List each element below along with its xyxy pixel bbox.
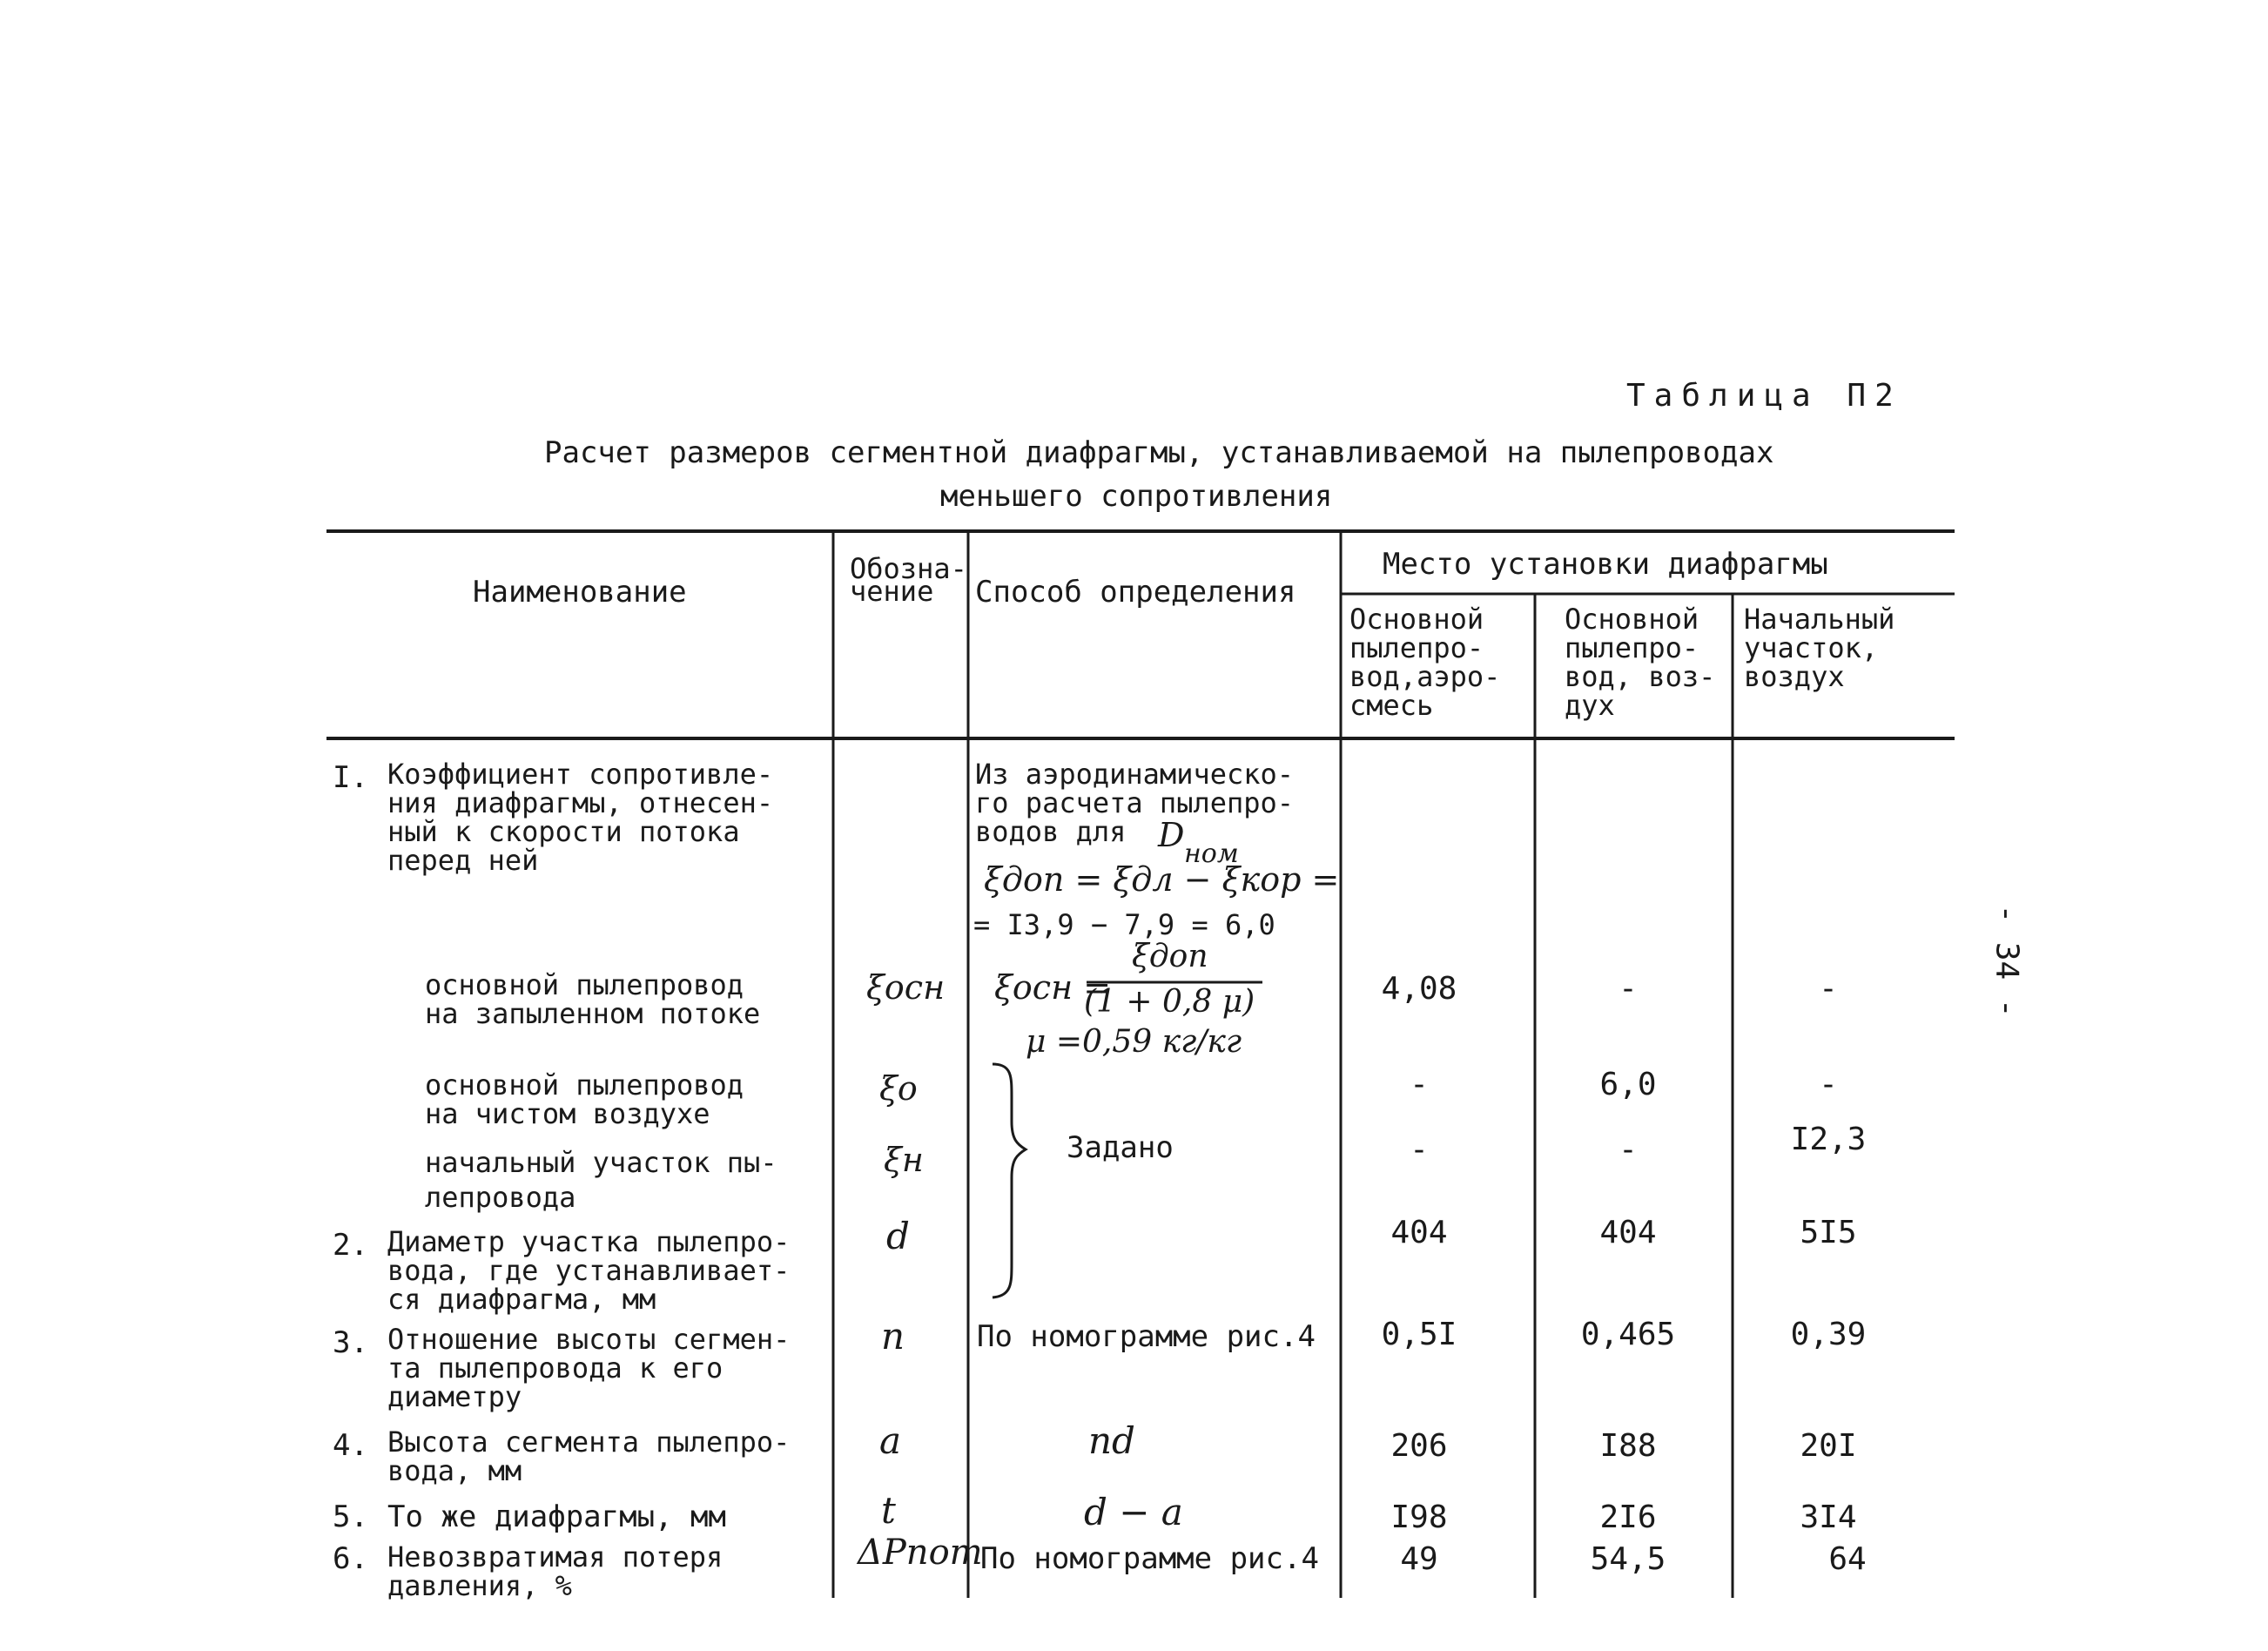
header-designation: Обозна- чение [850,552,967,608]
row1c-name: начальный участок пы- лепровода [425,1146,777,1214]
row1b-value-1: - [1410,1067,1429,1102]
row1-method-text: Из аэродинамическо- го расчета пылепро- водов для [975,758,1295,848]
page-number: - 34 - [1989,904,2025,1018]
row6-symbol: ΔPпот [858,1533,983,1573]
row1-name: Коэффициент сопротивле- ния диафрагмы, отнесен- ный к скорости потока перед ней [387,758,774,877]
row1b-value-3: - [1819,1067,1838,1102]
caption-line-2: меньшего сопротивления [940,479,1333,514]
header-name: Наименование [473,575,687,610]
row3-value-2: 0,465 [1580,1317,1676,1352]
row2-value-2: 404 [1599,1215,1657,1250]
row1-number: I. [333,760,368,795]
given-label: Задано [1067,1130,1174,1165]
row1-method-d-sub: ном [1184,839,1239,869]
row3-method: По номограмме рис.4 [977,1319,1316,1354]
row1a-mu: μ =0,59 кг/кг [1026,1024,1242,1060]
row6-name: Невозвратимая потеря давления, % [387,1540,723,1602]
row3-name: Отношение высоты сегмен- та пылепровода к его диаметру [387,1323,791,1413]
row6-value-1: 49 [1400,1541,1438,1577]
row2-name: Диаметр участка пылепро- вода, где устанавливает- ся диафрагма, мм [387,1225,791,1316]
row6-method: По номограмме рис.4 [980,1541,1319,1576]
row6-value-3: 64 [1828,1541,1867,1577]
row2-number: 2. [333,1228,368,1263]
row1a-formula-lhs: ξосн = [994,968,1112,1007]
row5-value-1: I98 [1390,1499,1448,1535]
row2-value-1: 404 [1390,1215,1448,1250]
row2-symbol: d [886,1215,910,1257]
row6-value-2: 54,5 [1590,1541,1666,1577]
row5-name: То же диафрагмы, мм [387,1499,726,1534]
row1a-value-1: 4,08 [1381,971,1457,1007]
table-label: Таблица П2 [1626,378,1902,414]
row4-value-2: I88 [1599,1428,1657,1464]
row5-number: 5. [333,1499,368,1534]
row1b-name: основной пылепровод на чистом воздухе [425,1068,744,1130]
row1a-symbol: ξосн [866,968,946,1007]
row4-value-1: 206 [1390,1428,1448,1464]
row5-value-2: 2I6 [1599,1499,1657,1535]
row1b-value-2: 6,0 [1599,1067,1657,1102]
row2-value-3: 5I5 [1800,1215,1857,1250]
row1a-formula-num: ξдоп [1132,939,1208,974]
row1-formula-b: = I3,9 − 7,9 = 6,0 [973,908,1275,941]
row1c-value-1: - [1410,1132,1429,1168]
row1c-value-2: - [1619,1132,1638,1168]
row1-method-d: D [1158,816,1185,854]
row4-symbol: a [879,1419,902,1462]
row4-method: nd [1088,1419,1135,1462]
header-col-3: Начальный участок, воздух [1744,603,1895,693]
row4-number: 4. [333,1428,368,1463]
row3-value-3: 0,39 [1790,1317,1867,1352]
header-method: Способ определения [975,575,1296,610]
row4-value-3: 20I [1800,1428,1857,1464]
row6-number: 6. [333,1541,368,1576]
brace-given [993,1064,1026,1297]
row5-value-3: 3I4 [1800,1499,1857,1535]
row1c-value-3: I2,3 [1790,1122,1867,1157]
row3-number: 3. [333,1325,368,1360]
row1b-symbol: ξо [879,1069,918,1108]
row1-formula-a: ξдоп = ξдл − ξкор = [984,860,1340,899]
row1a-value-2: - [1619,971,1638,1007]
row4-name: Высота сегмента пылепро- вода, мм [387,1425,791,1487]
header-location-group: Место установки диафрагмы [1383,547,1828,582]
header-col-1: Основной пылепро- вод,аэро- смесь [1349,603,1501,722]
row1a-name: основной пылепровод на запыленном потоке [425,968,761,1030]
row5-symbol: t [881,1489,896,1532]
row1a-value-3: - [1819,971,1838,1007]
caption-line-1: Расчет размеров сегментной диафрагмы, устанавливаемой на пылепроводах [544,435,1774,470]
row3-value-1: 0,5I [1381,1317,1457,1352]
row5-method: d − a [1084,1491,1183,1533]
row1c-symbol: ξн [884,1141,924,1179]
row3-symbol: n [881,1315,905,1358]
header-col-2: Основной пылепро- вод, воз- дух [1565,603,1716,722]
row1a-formula-den: (1 + 0,8 μ) [1084,984,1255,1020]
